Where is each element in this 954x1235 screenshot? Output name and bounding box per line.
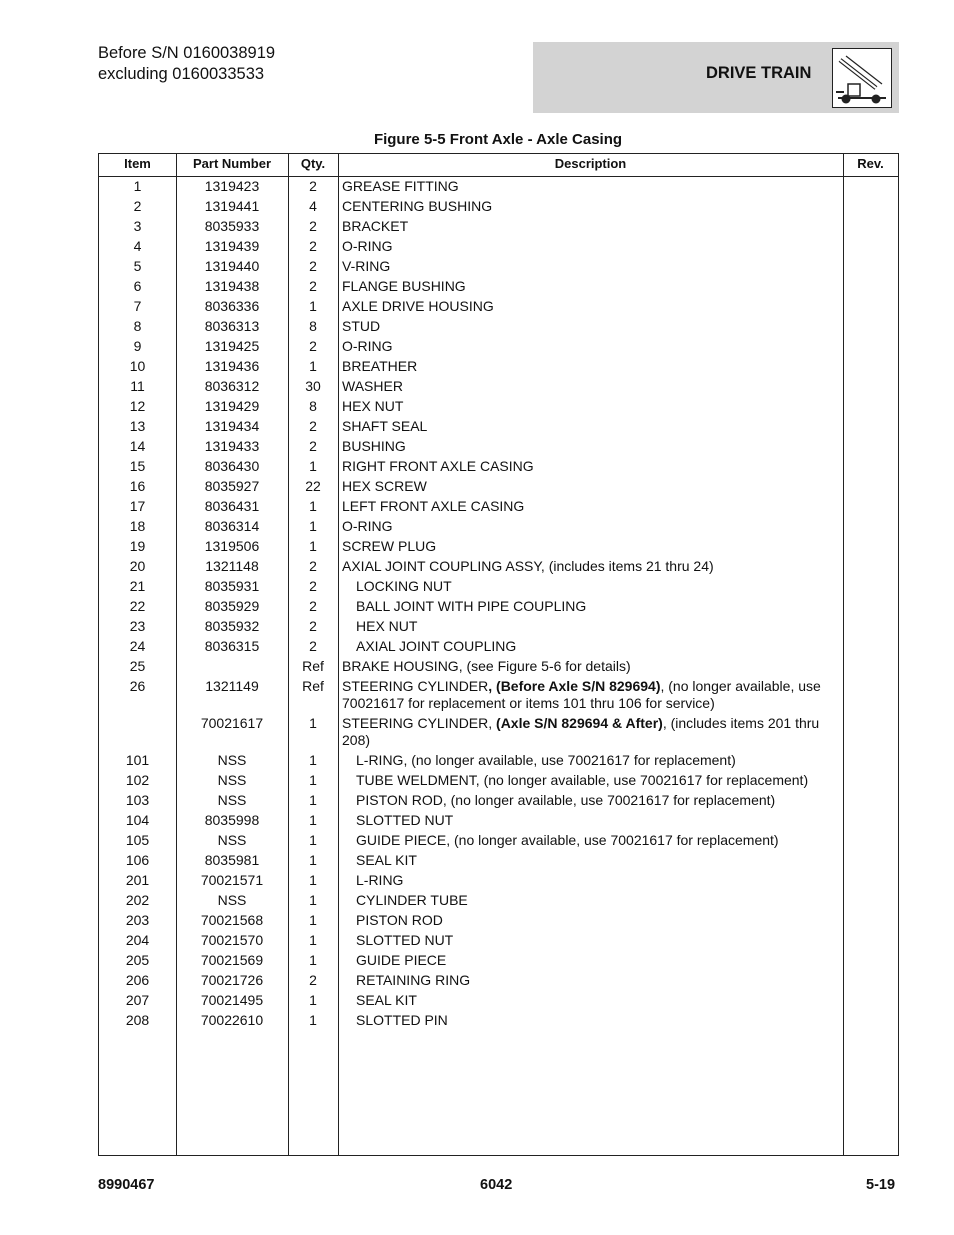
part-number-cell: NSS xyxy=(217,892,247,908)
table-row xyxy=(99,536,898,556)
item-cell: 4 xyxy=(133,238,142,254)
table-row xyxy=(99,870,898,890)
description-cell: SLOTTED PIN xyxy=(356,1012,448,1028)
item-cell: 7 xyxy=(133,298,142,314)
item-cell: 24 xyxy=(129,638,146,654)
part-number-cell: 8036315 xyxy=(204,638,260,654)
qty-cell: 1 xyxy=(309,812,317,828)
part-number-cell: 70021570 xyxy=(200,932,264,948)
part-number-cell: 1321149 xyxy=(205,678,259,694)
qty-cell: 30 xyxy=(305,378,321,394)
part-number-cell: 8036431 xyxy=(204,498,260,514)
description-cell: AXIAL JOINT COUPLING ASSY, (includes items 21 thru 24) xyxy=(342,558,714,574)
item-cell: 3 xyxy=(133,218,142,234)
qty-cell: 2 xyxy=(309,438,317,454)
item-cell: 9 xyxy=(133,338,142,354)
qty-cell: 2 xyxy=(309,418,317,434)
serial-line-2: excluding 0160033533 xyxy=(98,65,265,83)
description-cell: V-RING xyxy=(342,258,391,274)
item-cell: 5 xyxy=(133,258,142,274)
part-number-cell: 8036314 xyxy=(204,518,260,534)
table-row xyxy=(99,890,898,910)
qty-cell: 2 xyxy=(309,278,317,294)
table-row xyxy=(99,436,898,456)
description-cell: CYLINDER TUBE xyxy=(356,892,468,908)
description-cell: AXIAL JOINT COUPLING xyxy=(356,638,517,654)
part-number-cell: 1319439 xyxy=(204,238,260,254)
qty-cell: 1 xyxy=(309,892,317,908)
table-row xyxy=(99,656,898,676)
description-emphasis: (Axle S/N 829694 & After) xyxy=(496,715,663,731)
part-number-cell: 70022610 xyxy=(200,1012,264,1028)
part-number-cell: 1319436 xyxy=(204,358,260,374)
table-row xyxy=(99,770,898,790)
serial-range xyxy=(98,43,275,85)
item-cell: 205 xyxy=(125,952,150,968)
page-number: 5-19 xyxy=(866,1177,896,1193)
part-number-cell: 70021571 xyxy=(200,872,264,888)
part-number-cell: 1321148 xyxy=(205,558,259,574)
description-text: STEERING CYLINDER, xyxy=(342,715,497,731)
column-header-part-number: Part Number xyxy=(192,156,272,171)
description-cell: FLANGE BUSHING xyxy=(342,278,466,294)
description-cell: O-RING xyxy=(342,338,393,354)
qty-cell: 8 xyxy=(309,318,317,334)
description-cell: GUIDE PIECE, (no longer available, use 70021617 for replacement) xyxy=(356,832,779,848)
item-cell: 14 xyxy=(129,438,146,454)
description-text: , (no longer available, use 70021617 for replacement or items 101 thru 106 for service) xyxy=(342,678,821,711)
part-number-cell: 8035981 xyxy=(204,852,260,868)
qty-cell: 1 xyxy=(309,518,317,534)
description-cell: LEFT FRONT AXLE CASING xyxy=(342,498,525,514)
description-cell: BUSHING xyxy=(342,438,406,454)
table-row xyxy=(99,276,898,296)
item-cell: 25 xyxy=(129,658,146,674)
section-title: DRIVE TRAIN xyxy=(706,64,812,82)
table-row xyxy=(99,456,898,476)
table-row xyxy=(99,496,898,516)
item-cell: 11 xyxy=(130,378,145,394)
telehandler-icon xyxy=(832,48,892,108)
description-cell: SEAL KIT xyxy=(356,852,417,868)
part-number-cell: 8035933 xyxy=(204,218,260,234)
table-row xyxy=(99,556,898,576)
item-cell: 10 xyxy=(129,358,146,374)
table-row xyxy=(99,636,898,656)
item-cell: 202 xyxy=(125,892,150,908)
table-row xyxy=(99,296,898,316)
qty-cell: 2 xyxy=(309,218,317,234)
description-cell xyxy=(342,678,842,712)
qty-cell: 1 xyxy=(309,772,317,788)
item-cell: 23 xyxy=(129,618,146,634)
part-number-cell: 8036312 xyxy=(204,378,260,394)
part-number-cell: 8036313 xyxy=(204,318,260,334)
description-cell xyxy=(342,715,842,749)
part-number-cell: 70021617 xyxy=(200,715,264,731)
table-row xyxy=(99,516,898,536)
table-row xyxy=(99,790,898,810)
description-cell: O-RING xyxy=(342,238,393,254)
part-number-cell: 1319425 xyxy=(204,338,260,354)
qty-cell: 1 xyxy=(309,298,317,314)
item-cell: 208 xyxy=(125,1012,150,1028)
part-number-cell: 8035998 xyxy=(204,812,260,828)
table-row xyxy=(99,256,898,276)
description-cell: L-RING, (no longer available, use 70021617 for replacement) xyxy=(356,752,736,768)
item-cell: 13 xyxy=(129,418,146,434)
item-cell: 103 xyxy=(125,792,150,808)
item-cell: 105 xyxy=(125,832,150,848)
parts-table xyxy=(98,153,899,1156)
qty-cell: 1 xyxy=(309,852,317,868)
table-row xyxy=(99,416,898,436)
item-cell: 21 xyxy=(129,578,146,594)
part-number-cell: NSS xyxy=(217,752,247,768)
description-cell: BRAKE HOUSING, (see Figure 5-6 for details) xyxy=(342,658,631,674)
item-cell: 1 xyxy=(133,178,142,194)
item-cell: 201 xyxy=(125,872,150,888)
description-cell: RIGHT FRONT AXLE CASING xyxy=(342,458,534,474)
description-cell: O-RING xyxy=(342,518,393,534)
description-cell: BALL JOINT WITH PIPE COUPLING xyxy=(356,598,587,614)
qty-cell: 2 xyxy=(309,258,317,274)
part-number-cell: 8035927 xyxy=(204,478,260,494)
part-number-cell: 1319506 xyxy=(204,538,260,554)
qty-cell: 1 xyxy=(309,538,317,554)
column-header-description: Description xyxy=(554,156,627,171)
figure-title: Figure 5-5 Front Axle - Axle Casing xyxy=(373,131,623,148)
table-row xyxy=(99,616,898,636)
serial-line-1: Before S/N 0160038919 xyxy=(98,44,276,62)
item-cell: 26 xyxy=(129,678,146,694)
qty-cell: Ref xyxy=(302,658,324,674)
description-cell: SCREW PLUG xyxy=(342,538,437,554)
description-cell: WASHER xyxy=(342,378,403,394)
table-row xyxy=(99,990,898,1010)
part-number-cell: 8036336 xyxy=(204,298,260,314)
description-cell: GUIDE PIECE xyxy=(356,952,447,968)
description-cell: PISTON ROD xyxy=(356,912,443,928)
item-cell: 12 xyxy=(129,398,146,414)
description-cell: RETAINING RING xyxy=(356,972,471,988)
table-row xyxy=(99,1010,898,1030)
qty-cell: 2 xyxy=(309,638,317,654)
description-cell: SLOTTED NUT xyxy=(356,932,454,948)
qty-cell: 2 xyxy=(309,178,317,194)
part-number-cell: 70021726 xyxy=(200,972,264,988)
column-header-qty: Qty. xyxy=(300,156,326,171)
qty-cell: 1 xyxy=(309,912,317,928)
item-cell: 101 xyxy=(125,752,150,768)
table-row xyxy=(99,830,898,850)
qty-cell: 1 xyxy=(309,832,317,848)
column-header-item: Item xyxy=(124,156,151,171)
qty-cell: 1 xyxy=(309,458,317,474)
item-cell: 6 xyxy=(133,278,142,294)
qty-cell: 2 xyxy=(309,598,317,614)
part-number-cell: 1319429 xyxy=(204,398,260,414)
description-text: , (includes items 201 thru 208) xyxy=(342,715,820,748)
part-number-cell: 1319438 xyxy=(204,278,260,294)
part-number-cell: 1319433 xyxy=(204,438,260,454)
qty-cell: 2 xyxy=(309,238,317,254)
table-row xyxy=(99,910,898,930)
description-emphasis: , (Before Axle S/N 829694) xyxy=(488,678,661,694)
description-cell: HEX SCREW xyxy=(342,478,427,494)
item-cell: 8 xyxy=(133,318,142,334)
part-number-cell: 1319434 xyxy=(204,418,260,434)
table-body xyxy=(99,176,898,1030)
item-cell: 18 xyxy=(129,518,146,534)
description-cell: LOCKING NUT xyxy=(356,578,452,594)
part-number-cell: 8036430 xyxy=(204,458,260,474)
item-cell: 2 xyxy=(133,198,142,214)
qty-cell: 2 xyxy=(309,618,317,634)
qty-cell: 1 xyxy=(309,1012,317,1028)
description-cell: PISTON ROD, (no longer available, use 70021617 for replacement) xyxy=(356,792,776,808)
part-number-cell: 8035929 xyxy=(204,598,260,614)
table-row xyxy=(99,316,898,336)
description-cell: TUBE WELDMENT, (no longer available, use 70021617 for replacement) xyxy=(356,772,809,788)
column-header-rev: Rev. xyxy=(857,156,884,171)
table-row xyxy=(99,196,898,216)
qty-cell: 2 xyxy=(309,338,317,354)
description-cell: L-RING xyxy=(356,872,404,888)
qty-cell: 2 xyxy=(309,972,317,988)
part-number-cell: 70021568 xyxy=(200,912,264,928)
table-row xyxy=(99,850,898,870)
qty-cell: 1 xyxy=(309,752,317,768)
table-row xyxy=(99,970,898,990)
table-row xyxy=(99,336,898,356)
item-cell: 207 xyxy=(125,992,150,1008)
description-cell: SLOTTED NUT xyxy=(356,812,454,828)
qty-cell: 1 xyxy=(309,792,317,808)
description-cell: AXLE DRIVE HOUSING xyxy=(342,298,494,314)
table-row xyxy=(99,930,898,950)
item-cell: 15 xyxy=(129,458,146,474)
part-number-cell: 70021495 xyxy=(200,992,264,1008)
table-row xyxy=(99,476,898,496)
doc-number: 8990467 xyxy=(98,1177,155,1193)
part-number-cell: 8035931 xyxy=(204,578,260,594)
description-cell: HEX NUT xyxy=(356,618,418,634)
part-number-cell: 70021569 xyxy=(200,952,264,968)
item-cell: 204 xyxy=(125,932,150,948)
description-cell: SEAL KIT xyxy=(356,992,417,1008)
table-row xyxy=(99,176,898,196)
description-text: STEERING CYLINDER xyxy=(342,678,489,694)
table-row xyxy=(99,713,898,750)
part-number-cell: NSS xyxy=(217,772,247,788)
table-row xyxy=(99,596,898,616)
table-row xyxy=(99,676,898,713)
qty-cell: Ref xyxy=(302,678,324,694)
qty-cell: 2 xyxy=(309,558,317,574)
item-cell: 203 xyxy=(125,912,150,928)
table-row xyxy=(99,396,898,416)
table-row xyxy=(99,376,898,396)
item-cell: 20 xyxy=(129,558,146,574)
part-number-cell: NSS xyxy=(217,792,247,808)
part-number-cell: 1319440 xyxy=(204,258,260,274)
qty-cell: 1 xyxy=(309,358,317,374)
section-banner xyxy=(533,42,899,113)
item-cell: 106 xyxy=(125,852,150,868)
part-number-cell: 1319441 xyxy=(204,198,260,214)
item-cell: 16 xyxy=(129,478,146,494)
description-cell: BRACKET xyxy=(342,218,409,234)
description-cell: CENTERING BUSHING xyxy=(342,198,493,214)
item-cell: 22 xyxy=(129,598,146,614)
item-cell: 19 xyxy=(129,538,146,554)
description-cell: STUD xyxy=(342,318,381,334)
table-row xyxy=(99,216,898,236)
description-cell: HEX NUT xyxy=(342,398,404,414)
qty-cell: 8 xyxy=(309,398,317,414)
description-cell: BREATHER xyxy=(342,358,418,374)
qty-cell: 1 xyxy=(309,952,317,968)
part-number-cell: 1319423 xyxy=(204,178,260,194)
table-row xyxy=(99,950,898,970)
item-cell: 206 xyxy=(125,972,150,988)
part-number-cell: NSS xyxy=(217,832,247,848)
qty-cell: 1 xyxy=(309,872,317,888)
item-cell: 104 xyxy=(125,812,150,828)
table-row xyxy=(99,576,898,596)
table-row xyxy=(99,236,898,256)
qty-cell: 22 xyxy=(305,478,321,494)
description-cell: GREASE FITTING xyxy=(342,178,459,194)
qty-cell: 1 xyxy=(309,715,317,731)
qty-cell: 1 xyxy=(309,498,317,514)
qty-cell: 1 xyxy=(309,932,317,948)
table-row xyxy=(99,750,898,770)
qty-cell: 4 xyxy=(309,198,317,214)
table-row xyxy=(99,810,898,830)
model-number: 6042 xyxy=(480,1177,513,1193)
description-cell: SHAFT SEAL xyxy=(342,418,428,434)
part-number-cell: 8035932 xyxy=(204,618,260,634)
item-cell: 17 xyxy=(129,498,146,514)
item-cell: 102 xyxy=(125,772,150,788)
table-row xyxy=(99,356,898,376)
qty-cell: 2 xyxy=(309,578,317,594)
qty-cell: 1 xyxy=(309,992,317,1008)
